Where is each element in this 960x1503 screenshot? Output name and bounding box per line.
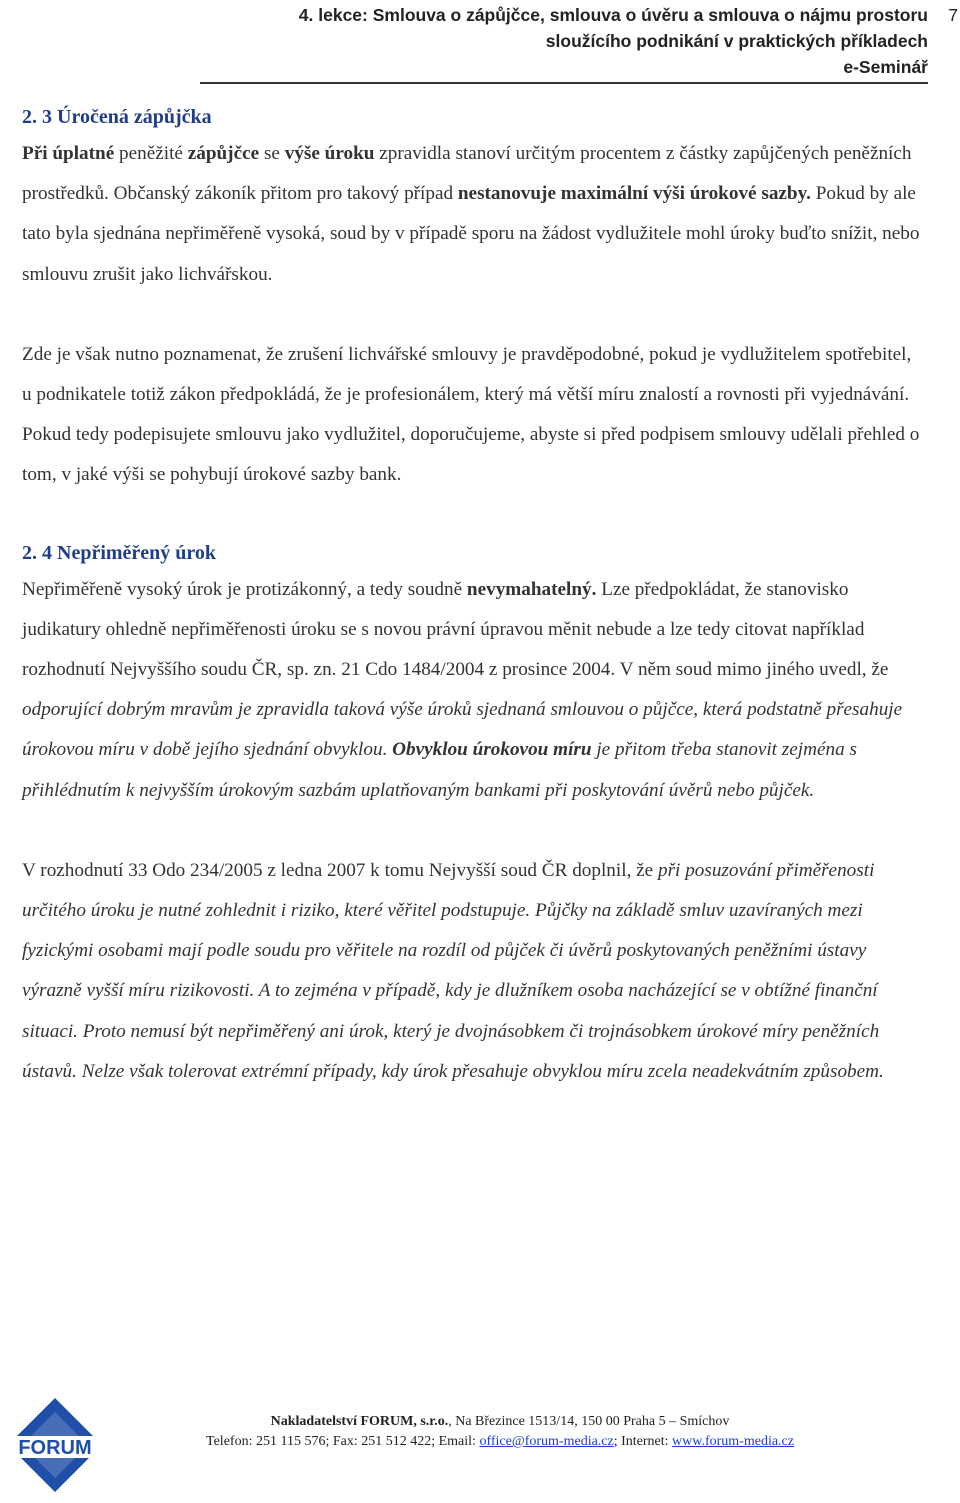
- contact-text: Telefon: 251 115 576; Fax: 251 512 422; Email:: [206, 1434, 480, 1449]
- page-number: 7: [948, 5, 958, 25]
- publisher-address: , Na Březince 1513/14, 150 00 Praha 5 – Smíchov: [448, 1414, 730, 1429]
- header-line-1: 4. lekce: Smlouva o zápůjčce, smlouva o úvěru a smlouva o nájmu prostoru: [298, 5, 928, 25]
- paragraph-neprimereny-1: [22, 570, 922, 811]
- forum-logo: [0, 1390, 110, 1500]
- text-run: nestanovuje maximální výši úrokové sazby.: [457, 183, 811, 205]
- text-run: výše úroku: [284, 143, 375, 164]
- text-run: je přitom třeba stanovit zejména s přihlédnutím k nejvyšším úrokovým sazbám uplatňovaným bankami při poskytování úvěrů nebo půjček.: [22, 739, 857, 801]
- section-heading-uroceni: 2. 3 Úročená zápůjčka: [22, 106, 212, 128]
- paragraph-uroceni-2: Zde je však nutno poznamenat, že zrušení lichvářské smlouvy je pravděpodobné, pokud je vydlužitelem spotřebitel, u podnikatele totiž zákon předpokládá, že je profesionálem, který má větší míru znalostí a rovnosti při vyjednávání. Pokud tedy podepisujete smlouvu jako vydlužitel, doporučujeme, abyste si před podpisem smlouvy udělali přehled o tom, v jaké výši se pohybují úrokové sazby bank.: [22, 343, 920, 486]
- paragraph-neprimereny-2: [22, 851, 922, 1092]
- header-line-3: e-Seminář: [843, 57, 928, 77]
- text-run: zpravidla stanoví určitým procentem z částky zapůjčených peněžních prostředků. Občanský zákoník přitom pro takový případ: [22, 143, 912, 205]
- text-run: peněžité: [114, 143, 188, 164]
- main-content: [22, 100, 922, 1092]
- publisher-info: [130, 1412, 870, 1452]
- text-run: se: [259, 143, 285, 164]
- header-line-2: sloužícího podnikání v praktických příkladech: [545, 31, 928, 51]
- internet-label: ; Internet:: [613, 1434, 673, 1449]
- text-run: zápůjčce: [187, 143, 260, 164]
- svg-text:FORUM: FORUM: [18, 1437, 92, 1459]
- page-header: [200, 2, 958, 84]
- section-heading-neprimereny: 2. 4 Nepřiměřený úrok: [22, 541, 217, 564]
- text-run: Lze předpokládat, že stanovisko judikatury ohledně nepřiměřenosti úroku se s novou právní úpravou měnit nebude a lze tedy citovat například rozhodnutí Nejvyššího soudu ČR, sp. zn. 21 Cdo 1484/2004 z prosince 2004. V něm soud mimo jiného uvedl, že: [22, 578, 889, 681]
- text-run: při posuzování přiměřenosti určitého úroku je nutné zohlednit i riziko, které věřitel podstupuje. Půjčky na základě smluv uzavíraných mezi fyzickými osobami mají podle soudu pro věřitele na rozdíl od půjček či úvěrů poskytovaných peněžními ústavy výrazně vyšší míru rizikovosti. A to zejména v případě, kdy je dlužníkem osoba nacházející se v obtížné finanční situaci. Proto nemusí být nepřiměřený ani úrok, který je dvojnásobkem či trojnásobkem úrokové míry peněžních ústavů. Nelze však tolerovat extrémní případy, kdy úrok přesahuje obvyklou míru zcela neadekvátním způsobem.: [22, 859, 884, 1082]
- text-run: Obvyklou úrokovou míru: [392, 739, 592, 761]
- text-run: V rozhodnutí 33 Odo 234/2005 z ledna 2007 k tomu Nejvyšší soud ČR doplnil, že: [22, 859, 658, 881]
- text-run: odporující dobrým mravům je zpravidla taková výše úroků sjednaná smlouvou o půjčce, která podstatně přesahuje úrokovou míru v době jejího sjednání obvyklou.: [22, 699, 903, 761]
- email-link[interactable]: office@forum-media.cz: [479, 1434, 614, 1449]
- page-footer: [0, 1390, 960, 1503]
- text-run: Nepřiměřeně vysoký úrok je protizákonný, a tedy soudně: [22, 578, 467, 600]
- paragraph-uroceni-1: [22, 134, 922, 295]
- text-run: nevymahatelný.: [466, 578, 597, 600]
- publisher-name: Nakladatelství FORUM, s.r.o.: [270, 1414, 449, 1429]
- website-link[interactable]: www.forum-media.cz: [672, 1434, 794, 1449]
- text-run: Při úplatné: [22, 143, 115, 164]
- text-run: Pokud by ale tato byla sjednána nepřiměřeně vysoká, soud by v případě sporu na žádost vydlužitele mohl úroky buďto snížit, nebo smlouvu zrušit jako lichvářskou.: [22, 183, 920, 285]
